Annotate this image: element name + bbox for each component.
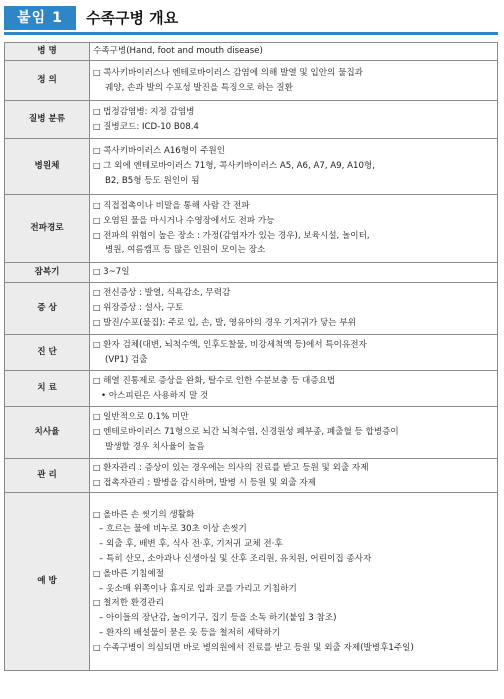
header-divider <box>4 32 498 35</box>
row-content <box>90 493 498 671</box>
row-label: 전파경로 <box>5 195 90 263</box>
content-line: □ 오염된 물을 마시거나 수영장에서도 전파 가능 <box>93 214 494 229</box>
row-content <box>90 43 498 61</box>
content-line: □ 접촉자관리 : 발병을 감시하며, 발병 시 등원 및 외출 자제 <box>93 476 494 491</box>
table-row-management <box>5 459 498 493</box>
table-row-diagnosis <box>5 335 498 371</box>
row-label: 관 리 <box>5 459 90 493</box>
disease-name: 수족구병(Hand, foot and mouth disease) <box>93 46 263 57</box>
content-line: □ 직접접촉이나 비말을 통해 사람 간 전파 <box>93 199 494 214</box>
content-line: □ 철저한 환경관리 <box>93 596 494 611</box>
row-content <box>90 101 498 139</box>
table-row-name <box>5 43 498 61</box>
content-line: □ 콕사키바이러스 A16형이 주원인 <box>93 144 494 159</box>
content-line: □ 발진/수포(물집): 주로 입, 손, 발, 영유아의 경우 기저귀가 닿는 부위 <box>93 316 494 331</box>
content-line: 병원, 여름캠프 등 많은 인원이 모이는 장소 <box>105 245 266 256</box>
row-label: 병 명 <box>5 43 90 61</box>
content-line: • 아스피린은 사용하지 말 것 <box>93 389 494 404</box>
content-line: – 흐르는 물에 비누로 30초 이상 손씻기 <box>93 522 494 537</box>
row-content <box>90 139 498 195</box>
content-line: – 아이들의 장난감, 놀이기구, 집기 등을 소독 하기(붙임 3 참조) <box>93 611 494 626</box>
content-line: □ 3~7일 <box>93 265 494 280</box>
row-content <box>90 263 498 283</box>
content-line: □ 환자 검체(대변, 뇌척수액, 인후도찰물, 비강세척액 등)에서 특이유전자 <box>93 338 494 353</box>
row-label: 질병 분류 <box>5 101 90 139</box>
table-row-transmission <box>5 195 498 263</box>
content-line: □ 엔테로바이러스 71형으로 뇌간 뇌척수염, 신경원성 폐부종, 폐출혈 등 합병증이 <box>93 425 494 440</box>
table-row-incubation <box>5 263 498 283</box>
content-line: □ 일반적으로 0.1% 미만 <box>93 410 494 425</box>
table-row-definition <box>5 61 498 101</box>
row-content <box>90 335 498 371</box>
content-line: □ 그 외에 엔테로바이러스 71형, 콕사키바이러스 A5, A6, A7, A9, A10형, <box>93 159 494 174</box>
row-label: 예 방 <box>5 493 90 671</box>
content-line: – 환자의 배설물이 묻은 옷 등을 철저히 세탁하기 <box>93 626 494 641</box>
table-row-classification <box>5 101 498 139</box>
row-label: 치 료 <box>5 371 90 407</box>
row-label: 정 의 <box>5 61 90 101</box>
row-content <box>90 61 498 101</box>
content-line: □ 해열 진통제로 증상을 완화, 탈수로 인한 수분보충 등 대증요법 <box>93 374 494 389</box>
content-line: – 외출 후, 배변 후, 식사 전·후, 기저귀 교체 전·후 <box>93 537 494 552</box>
row-label: 병원체 <box>5 139 90 195</box>
content-line: □ 전파의 위험이 높은 장소 : 가정(감염자가 있는 경우), 보육시설, 놀이터, <box>93 229 494 244</box>
row-content <box>90 283 498 335</box>
document-header <box>4 6 498 32</box>
content-line: □ 환자관리 : 증상이 있는 경우에는 의사의 진료를 받고 등원 및 외출 자제 <box>93 461 494 476</box>
row-label: 잠복기 <box>5 263 90 283</box>
content-line: □ 법정감염병: 지정 감염병 <box>93 105 494 120</box>
table-row-pathogen <box>5 139 498 195</box>
table-row-fatality <box>5 407 498 459</box>
content-line: □ 올바른 기침예절 <box>93 567 494 582</box>
row-content <box>90 459 498 493</box>
row-content <box>90 195 498 263</box>
row-content <box>90 407 498 459</box>
row-label: 치사율 <box>5 407 90 459</box>
content-line: □ 전신증상 : 발열, 식욕감소, 무력감 <box>93 286 494 301</box>
content-line: □ 위장증상 : 설사, 구토 <box>93 301 494 316</box>
row-label: 증 상 <box>5 283 90 335</box>
content-line: – 옷소매 위쪽이나 휴지로 입과 코를 가리고 기침하기 <box>93 582 494 597</box>
attachment-badge: 붙임 1 <box>4 6 76 30</box>
content-line: □ 콕사키바이러스나 엔테로바이러스 감염에 의해 발열 및 입안의 물집과 <box>93 66 494 81</box>
content-line: 궤양, 손과 발의 수포성 발진을 특징으로 하는 질환 <box>105 82 293 93</box>
content-line: B2, B5형 등도 원인이 됨 <box>105 175 200 186</box>
content-line: □ 질병코드: ICD-10 B08.4 <box>93 120 494 135</box>
page-title: 수족구병 개요 <box>86 9 179 27</box>
overview-table <box>4 42 498 671</box>
row-content <box>90 371 498 407</box>
table-row-symptoms <box>5 283 498 335</box>
content-line: – 특히 산모, 소아과나 신생아실 및 산후 조리원, 유치원, 어린이집 종사자 <box>93 552 494 567</box>
row-label: 진 단 <box>5 335 90 371</box>
table-row-prevention <box>5 493 498 671</box>
content-line: □ 수족구병이 의심되면 바로 병의원에서 진료를 받고 등원 및 외출 자제(발병후1주일) <box>93 641 494 656</box>
content-line: □ 올바른 손 씻기의 생활화 <box>93 508 494 523</box>
content-line: 발생할 경우 치사율이 높음 <box>105 441 205 452</box>
content-line: (VP1) 검출 <box>105 354 148 365</box>
table-row-treatment <box>5 371 498 407</box>
